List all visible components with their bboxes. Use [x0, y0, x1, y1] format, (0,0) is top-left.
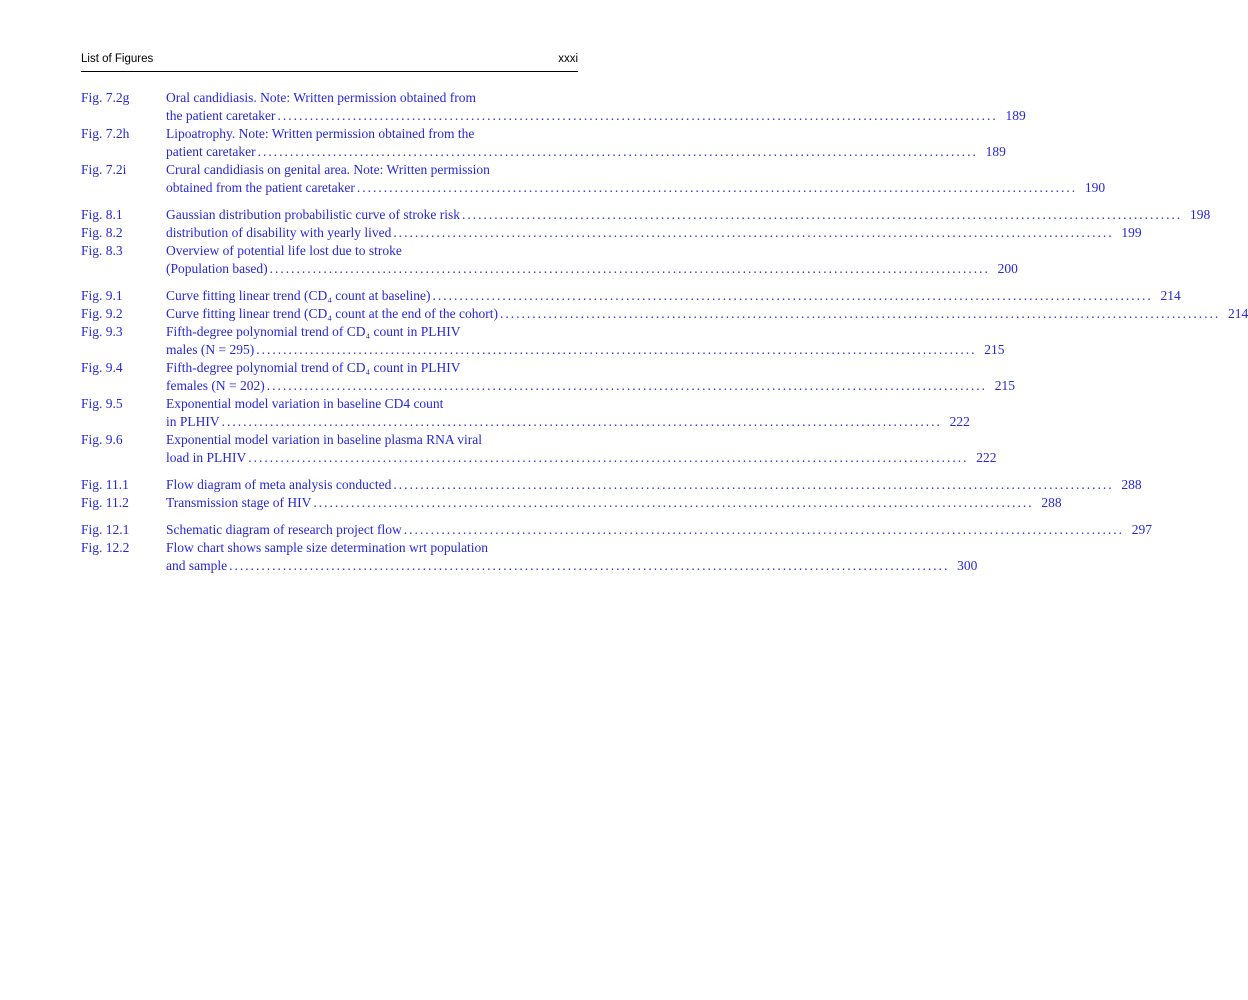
caption-line — [166, 449, 997, 467]
group-separator — [81, 197, 578, 206]
figure-caption — [166, 287, 1181, 305]
figure-number[interactable]: Fig. 8.3 — [81, 243, 123, 258]
caption-line — [166, 287, 1181, 305]
caption-text[interactable]: Transmission stage of HIV — [166, 495, 312, 510]
caption-line — [166, 476, 1142, 494]
figure-entry[interactable] — [81, 125, 1006, 161]
page-number[interactable]: 222 — [976, 450, 997, 465]
group-separator — [81, 467, 578, 476]
caption-text[interactable]: Fifth-degree polynomial trend of CD₄ count in PLHIV — [166, 324, 461, 339]
caption-line — [166, 395, 970, 413]
caption-line — [166, 161, 1105, 179]
figure-number[interactable]: Fig. 9.6 — [81, 432, 123, 447]
page-number[interactable]: 300 — [957, 558, 978, 573]
figure-number[interactable]: Fig. 12.1 — [81, 522, 130, 537]
group-separator — [81, 278, 578, 287]
figure-entry[interactable] — [81, 431, 997, 467]
caption-text[interactable]: patient caretaker — [166, 144, 256, 159]
figure-caption — [166, 323, 1004, 359]
figure-number[interactable]: Fig. 9.2 — [81, 306, 123, 321]
figure-entry[interactable] — [81, 89, 1026, 125]
caption-line — [166, 206, 1210, 224]
caption-line — [166, 431, 997, 449]
list-of-figures — [81, 89, 1248, 575]
page-number[interactable]: 214 — [1160, 288, 1181, 303]
figure-caption — [166, 476, 1142, 494]
caption-text[interactable]: Curve fitting linear trend (CD₄ count at the end of the cohort) — [166, 306, 498, 321]
caption-line — [166, 359, 1015, 377]
caption-text[interactable]: Exponential model variation in baseline plasma RNA viral — [166, 432, 483, 447]
caption-text[interactable]: distribution of disability with yearly lived — [166, 225, 392, 240]
page-number[interactable]: 199 — [1121, 225, 1142, 240]
page-number[interactable]: 215 — [984, 342, 1005, 357]
figure-number[interactable]: Fig. 8.2 — [81, 225, 123, 240]
caption-line — [166, 107, 1026, 125]
figure-number[interactable]: Fig. 7.2h — [81, 126, 130, 141]
page-number[interactable]: 189 — [985, 144, 1006, 159]
caption-line — [166, 305, 1248, 323]
page-number[interactable]: 297 — [1131, 522, 1153, 537]
figure-entry[interactable] — [81, 287, 1181, 305]
caption-line — [166, 224, 1142, 242]
caption-line — [166, 125, 1006, 143]
caption-line — [166, 143, 1006, 161]
leader-dots — [222, 413, 942, 431]
page-number[interactable]: 288 — [1121, 477, 1142, 492]
leader-dots — [393, 224, 1113, 242]
page-number[interactable]: 288 — [1041, 495, 1062, 510]
leader-dots — [258, 143, 978, 161]
figure-caption — [166, 206, 1210, 224]
running-header — [81, 51, 578, 72]
figure-number[interactable]: Fig. 9.1 — [81, 288, 123, 303]
figure-caption — [166, 431, 997, 467]
page-number[interactable]: 189 — [1005, 108, 1026, 123]
caption-line — [166, 89, 1026, 107]
caption-line — [166, 377, 1015, 395]
caption-line — [166, 413, 970, 431]
caption-text[interactable]: females (N = 202) — [166, 378, 265, 393]
figure-caption — [166, 305, 1248, 323]
caption-line — [166, 323, 1004, 341]
caption-text[interactable]: Oral candidiasis. Note: Written permission obtained from — [166, 90, 477, 105]
figure-entry[interactable] — [81, 305, 1248, 323]
page-number[interactable]: 215 — [994, 378, 1015, 393]
figure-caption — [166, 242, 1018, 278]
figure-caption — [166, 521, 1152, 539]
caption-text[interactable]: Gaussian distribution probabilistic curve of stroke risk — [166, 207, 460, 222]
leader-dots — [229, 557, 949, 575]
figure-number[interactable]: Fig. 7.2i — [81, 162, 127, 177]
caption-text[interactable]: Exponential model variation in baseline CD4 count — [166, 396, 444, 411]
caption-text[interactable]: load in PLHIV — [166, 450, 247, 465]
figure-number[interactable]: Fig. 9.5 — [81, 396, 123, 411]
caption-line — [166, 539, 977, 557]
caption-text[interactable]: obtained from the patient caretaker — [166, 180, 355, 195]
leader-dots — [313, 494, 1033, 512]
leader-dots — [277, 107, 997, 125]
leader-dots — [270, 260, 990, 278]
figure-caption — [166, 539, 977, 575]
caption-line — [166, 242, 1018, 260]
figure-entry[interactable] — [81, 161, 1106, 197]
figure-entry[interactable] — [81, 494, 1062, 512]
caption-line — [166, 260, 1018, 278]
caption-line — [166, 557, 977, 575]
figure-entry[interactable] — [81, 395, 970, 431]
leader-dots — [393, 476, 1113, 494]
caption-text[interactable]: and sample — [166, 558, 228, 573]
caption-line — [166, 341, 1004, 359]
caption-line — [166, 521, 1152, 539]
caption-text[interactable]: Curve fitting linear trend (CD₄ count at baseline) — [166, 288, 431, 303]
page-number[interactable]: 222 — [949, 414, 970, 429]
page-number[interactable]: 214 — [1227, 306, 1248, 321]
leader-dots — [256, 341, 976, 359]
figure-caption — [166, 161, 1105, 197]
caption-text[interactable]: Overview of potential life lost due to stroke — [166, 243, 402, 258]
figure-number[interactable]: Fig. 9.3 — [81, 324, 123, 339]
caption-text[interactable]: Flow diagram of meta analysis conducted — [166, 477, 392, 492]
figure-caption — [166, 89, 1026, 125]
header-page-number: xxxi — [558, 53, 578, 65]
figure-caption — [166, 359, 1015, 395]
leader-dots — [433, 287, 1153, 305]
page-number[interactable]: 198 — [1189, 207, 1211, 222]
figure-number[interactable]: Fig. 7.2g — [81, 90, 130, 105]
figure-entry[interactable] — [81, 206, 1211, 224]
caption-text[interactable]: Fifth-degree polynomial trend of CD₄ count in PLHIV — [166, 360, 461, 375]
caption-line — [166, 494, 1062, 512]
caption-text[interactable]: Schematic diagram of research project flow — [166, 522, 402, 537]
figure-number[interactable]: Fig. 11.2 — [81, 495, 129, 510]
caption-line — [166, 179, 1105, 197]
caption-text[interactable]: Lipoatrophy. Note: Written permission obtained from the — [166, 126, 475, 141]
figure-number[interactable]: Fig. 9.4 — [81, 360, 123, 375]
leader-dots — [404, 521, 1124, 539]
page-number[interactable]: 190 — [1084, 180, 1106, 195]
figure-entry[interactable] — [81, 359, 1015, 395]
figure-entry[interactable] — [81, 539, 978, 575]
figure-caption — [166, 494, 1062, 512]
leader-dots — [357, 179, 1077, 197]
figure-caption — [166, 395, 970, 431]
leader-dots — [500, 305, 1220, 323]
figure-number[interactable]: Fig. 8.1 — [81, 207, 123, 222]
caption-text[interactable]: males (N = 295) — [166, 342, 255, 357]
leader-dots — [462, 206, 1182, 224]
caption-text[interactable]: Flow chart shows sample size determination wrt population — [166, 540, 489, 555]
caption-text[interactable]: (Population based) — [166, 261, 268, 276]
figure-entry[interactable] — [81, 224, 1142, 242]
page-number[interactable]: 200 — [997, 261, 1018, 276]
caption-text[interactable]: in PLHIV — [166, 414, 220, 429]
figure-entry[interactable] — [81, 242, 1018, 278]
figure-entry[interactable] — [81, 476, 1142, 494]
caption-text[interactable]: Crural candidiasis on genital area. Note: Written permission — [166, 162, 490, 177]
figure-number[interactable]: Fig. 12.2 — [81, 540, 130, 555]
figure-entry[interactable] — [81, 521, 1153, 539]
leader-dots — [267, 377, 987, 395]
leader-dots — [248, 449, 968, 467]
figure-caption — [166, 224, 1142, 242]
group-separator — [81, 512, 578, 521]
figure-number[interactable]: Fig. 11.1 — [81, 477, 129, 492]
caption-text[interactable]: the patient caretaker — [166, 108, 276, 123]
header-title: List of Figures — [81, 53, 154, 65]
figure-entry[interactable] — [81, 323, 1005, 359]
figure-caption — [166, 125, 1006, 161]
